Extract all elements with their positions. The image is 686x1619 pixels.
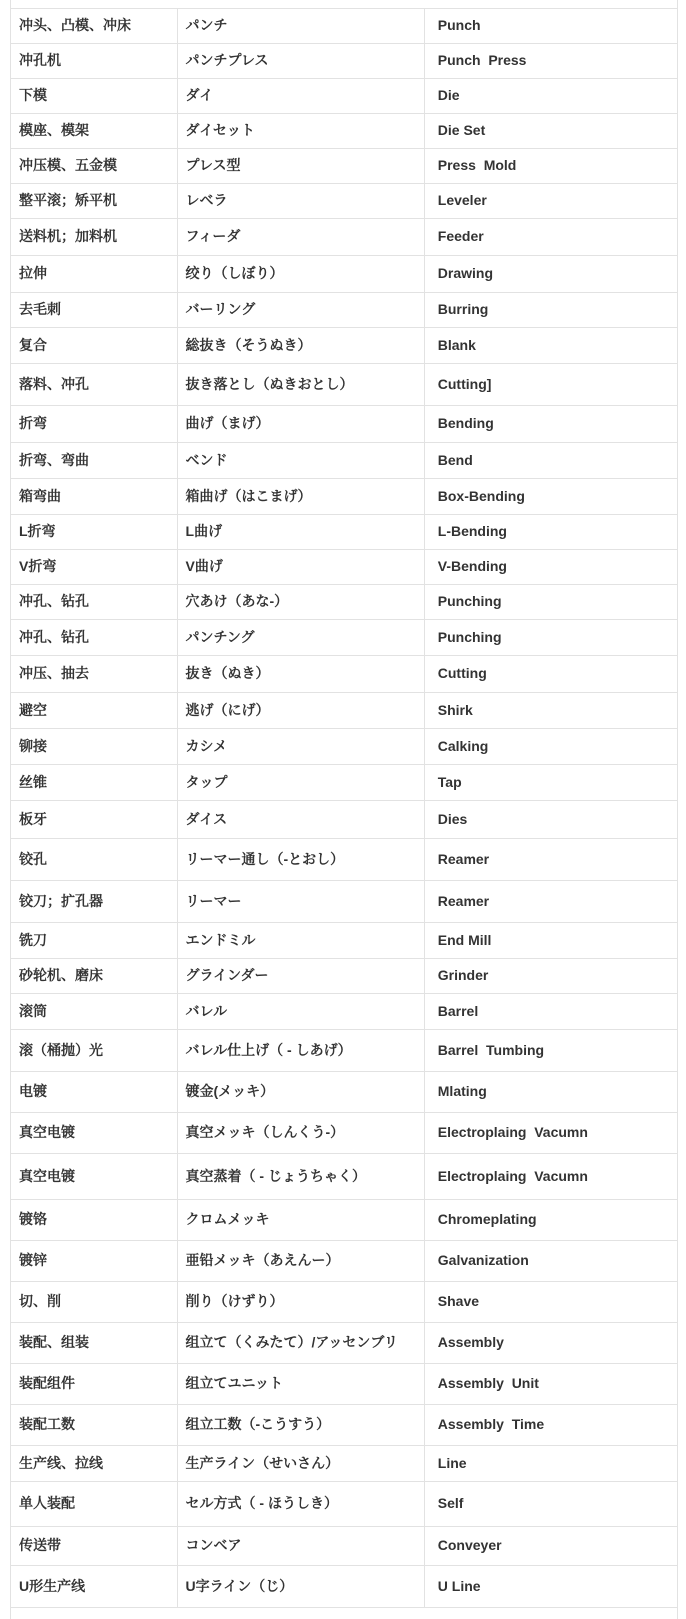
table-row	[11, 1072, 677, 1113]
english-term: Assembly Time	[437, 1416, 545, 1433]
japanese-term: 组立てユニット	[178, 1364, 425, 1404]
chinese-term: 下模	[11, 79, 178, 113]
table-row	[11, 620, 677, 656]
japanese-term: フィーダ	[178, 219, 425, 255]
english-term: Die	[437, 87, 460, 104]
table-row	[11, 959, 677, 994]
japanese-term: 抜き（ぬき）	[178, 656, 425, 692]
table-row	[11, 443, 677, 479]
english-term: Reamer	[437, 892, 490, 909]
english-term: Galvanization	[437, 1252, 529, 1269]
english-term: Electroplaing Vacumn	[437, 1167, 588, 1184]
table-row	[11, 1113, 677, 1154]
table-row	[11, 479, 677, 515]
chinese-term: 折弯、弯曲	[11, 443, 178, 478]
japanese-term: ダイ	[178, 79, 425, 113]
english-term: Reamer	[437, 850, 490, 867]
japanese-term: グラインダー	[178, 959, 425, 993]
japanese-term: パンチング	[178, 620, 425, 655]
table-row	[11, 550, 677, 585]
chinese-term: 冲压模、五金模	[11, 149, 178, 183]
japanese-term: 真空メッキ（しんくう-）	[178, 1113, 425, 1153]
chinese-term: 整平滚；矫平机	[11, 184, 178, 218]
japanese-term: バレル仕上げ（ - しあげ）	[178, 1030, 425, 1071]
english-term: Blank	[437, 336, 476, 353]
english-term: Barrel Tumbing	[437, 1041, 545, 1058]
english-term: Punch	[437, 17, 481, 34]
chinese-term: U形生产线	[11, 1566, 178, 1607]
english-term: Chromeplating	[437, 1211, 537, 1228]
chinese-term: 铆接	[11, 729, 178, 764]
english-term: Burring	[437, 301, 489, 318]
chinese-term: 装配工数	[11, 1405, 178, 1445]
english-term: Assembly	[437, 1334, 504, 1351]
japanese-term: 真空蒸着（ - じょうちゃく）	[178, 1154, 425, 1199]
chinese-term: 箱弯曲	[11, 479, 178, 514]
chinese-term: 模座、模架	[11, 114, 178, 148]
table-row	[11, 1566, 677, 1608]
japanese-term: ベンド	[178, 443, 425, 478]
english-term: End Mill	[437, 931, 492, 948]
japanese-term: V曲げ	[178, 550, 425, 584]
table-row	[11, 801, 677, 839]
chinese-term: 砂轮机、磨床	[11, 959, 178, 993]
english-term: Electroplaing Vacumn	[437, 1124, 588, 1141]
chinese-term: V折弯	[11, 550, 178, 584]
english-term: Assembly Unit	[437, 1375, 539, 1392]
english-term: Box-Bending	[437, 487, 525, 504]
english-term: Line	[437, 1454, 467, 1471]
table-row	[11, 656, 677, 693]
japanese-term: U字ライン（じ）	[178, 1566, 425, 1607]
table-row	[11, 114, 677, 149]
japanese-term: バレル	[178, 994, 425, 1029]
english-term: Conveyer	[437, 1537, 502, 1554]
table-row	[11, 693, 677, 729]
chinese-term: 滚筒	[11, 994, 178, 1029]
chinese-term: 冲压、抽去	[11, 656, 178, 692]
chinese-term: 电镀	[11, 1072, 178, 1112]
chinese-term: 折弯	[11, 406, 178, 442]
table-row	[11, 1405, 677, 1446]
chinese-term: 铣刀	[11, 923, 178, 958]
chinese-term: 去毛刺	[11, 293, 178, 327]
japanese-term: 组立て（くみたて）/アッセンブリ	[178, 1323, 425, 1363]
japanese-term: パンチプレス	[178, 44, 425, 78]
table-row	[11, 729, 677, 765]
chinese-term: 冲孔机	[11, 44, 178, 78]
chinese-term: 避空	[11, 693, 178, 728]
japanese-term: タップ	[178, 765, 425, 800]
glossary-table	[10, 0, 678, 1619]
table-row	[11, 219, 677, 256]
japanese-term: セル方式（ - ほうしき）	[178, 1482, 425, 1526]
japanese-term: 镀金(メッキ）	[178, 1072, 425, 1112]
chinese-term: 生产线、拉线	[11, 1446, 178, 1481]
english-term: Bend	[437, 451, 473, 468]
english-term: Feeder	[437, 228, 484, 245]
chinese-term: 板牙	[11, 801, 178, 838]
table-row	[11, 364, 677, 406]
table-row	[11, 1154, 677, 1200]
english-term: Calking	[437, 737, 489, 754]
japanese-term: 亜铅メッキ（あえんー）	[178, 1241, 425, 1281]
japanese-term: クロムメッキ	[178, 1200, 425, 1240]
english-term: Punch Press	[437, 52, 527, 69]
table-row	[11, 44, 677, 79]
table-row	[11, 184, 677, 219]
english-term: Grinder	[437, 967, 489, 984]
chinese-term: 铰孔	[11, 839, 178, 880]
japanese-term: 箱曲げ（はこまげ）	[178, 479, 425, 514]
table-row	[11, 515, 677, 550]
table-row	[11, 923, 677, 959]
table-row	[11, 9, 677, 44]
glossary-rows	[11, 9, 677, 1608]
japanese-term: 组立工数（-こうすう）	[178, 1405, 425, 1445]
japanese-term: リーマー通し（-とおし）	[178, 839, 425, 880]
japanese-term: 逃げ（にげ）	[178, 693, 425, 728]
chinese-term: 丝锥	[11, 765, 178, 800]
japanese-term: リーマー	[178, 881, 425, 922]
english-term: Self	[437, 1495, 464, 1512]
japanese-term: カシメ	[178, 729, 425, 764]
table-row	[11, 328, 677, 364]
chinese-term: 切、削	[11, 1282, 178, 1322]
japanese-term: ダイス	[178, 801, 425, 838]
english-term: Drawing	[437, 265, 493, 282]
japanese-term: コンベア	[178, 1527, 425, 1565]
chinese-term: 铰刀；扩孔器	[11, 881, 178, 922]
english-term: Tap	[437, 773, 462, 790]
table-row	[11, 1482, 677, 1527]
japanese-term: プレス型	[178, 149, 425, 183]
partial-row-top	[11, 0, 677, 9]
english-term: L-Bending	[437, 523, 507, 540]
english-term: Cutting]	[437, 375, 492, 392]
japanese-term: 削り（けずり）	[178, 1282, 425, 1322]
table-row	[11, 765, 677, 801]
japanese-term: 生产ライン（せいさん）	[178, 1446, 425, 1481]
table-row	[11, 1527, 677, 1566]
chinese-term: 冲孔、钻孔	[11, 620, 178, 655]
english-term: Mlating	[437, 1083, 487, 1100]
chinese-term: 落料、冲孔	[11, 364, 178, 405]
japanese-term: 绞り（しぼり）	[178, 256, 425, 292]
table-row	[11, 881, 677, 923]
japanese-term: レベラ	[178, 184, 425, 218]
table-row	[11, 1241, 677, 1282]
table-row	[11, 1446, 677, 1482]
table-row	[11, 1282, 677, 1323]
chinese-term: 拉伸	[11, 256, 178, 292]
table-row	[11, 994, 677, 1030]
table-row	[11, 1030, 677, 1072]
english-term: Shave	[437, 1293, 480, 1310]
chinese-term: 滚（桶抛）光	[11, 1030, 178, 1071]
japanese-term: L曲げ	[178, 515, 425, 549]
japanese-term: パンチ	[178, 9, 425, 43]
english-term: Punching	[437, 628, 502, 645]
english-term: V-Bending	[437, 558, 507, 575]
japanese-term: 穴あけ（あな-）	[178, 585, 425, 619]
japanese-term: 曲げ（まげ）	[178, 406, 425, 442]
table-row	[11, 79, 677, 114]
english-term: Press Mold	[437, 157, 517, 174]
chinese-term: 冲孔、钻孔	[11, 585, 178, 619]
english-term: Cutting	[437, 665, 487, 682]
english-term: Shirk	[437, 701, 473, 718]
chinese-term: 镀铬	[11, 1200, 178, 1240]
english-term: Punching	[437, 593, 502, 610]
chinese-term: 传送带	[11, 1527, 178, 1565]
english-term: Die Set	[437, 122, 486, 139]
table-row	[11, 256, 677, 293]
partial-row-bottom	[11, 1608, 677, 1619]
table-row	[11, 1323, 677, 1364]
japanese-term: エンドミル	[178, 923, 425, 958]
english-term: U Line	[437, 1577, 481, 1594]
table-row	[11, 406, 677, 443]
chinese-term: 冲头、凸模、冲床	[11, 9, 178, 43]
chinese-term: 复合	[11, 328, 178, 363]
table-row	[11, 585, 677, 620]
chinese-term: 真空电镀	[11, 1154, 178, 1199]
japanese-term: 抜き落とし（ぬきおとし）	[178, 364, 425, 405]
chinese-term: 真空电镀	[11, 1113, 178, 1153]
table-row	[11, 293, 677, 328]
chinese-term: L折弯	[11, 515, 178, 549]
table-row	[11, 1364, 677, 1405]
english-term: Barrel	[437, 1002, 479, 1019]
chinese-term: 装配组件	[11, 1364, 178, 1404]
chinese-term: 单人装配	[11, 1482, 178, 1526]
table-row	[11, 839, 677, 881]
japanese-term: バーリング	[178, 293, 425, 327]
japanese-term: ダイセット	[178, 114, 425, 148]
japanese-term: 総抜き（そうぬき）	[178, 328, 425, 363]
chinese-term: 镀锌	[11, 1241, 178, 1281]
chinese-term: 送料机；加料机	[11, 219, 178, 255]
english-term: Bending	[437, 415, 494, 432]
table-row	[11, 1200, 677, 1241]
chinese-term: 装配、组装	[11, 1323, 178, 1363]
english-term: Leveler	[437, 192, 487, 209]
table-row	[11, 149, 677, 184]
english-term: Dies	[437, 810, 468, 827]
